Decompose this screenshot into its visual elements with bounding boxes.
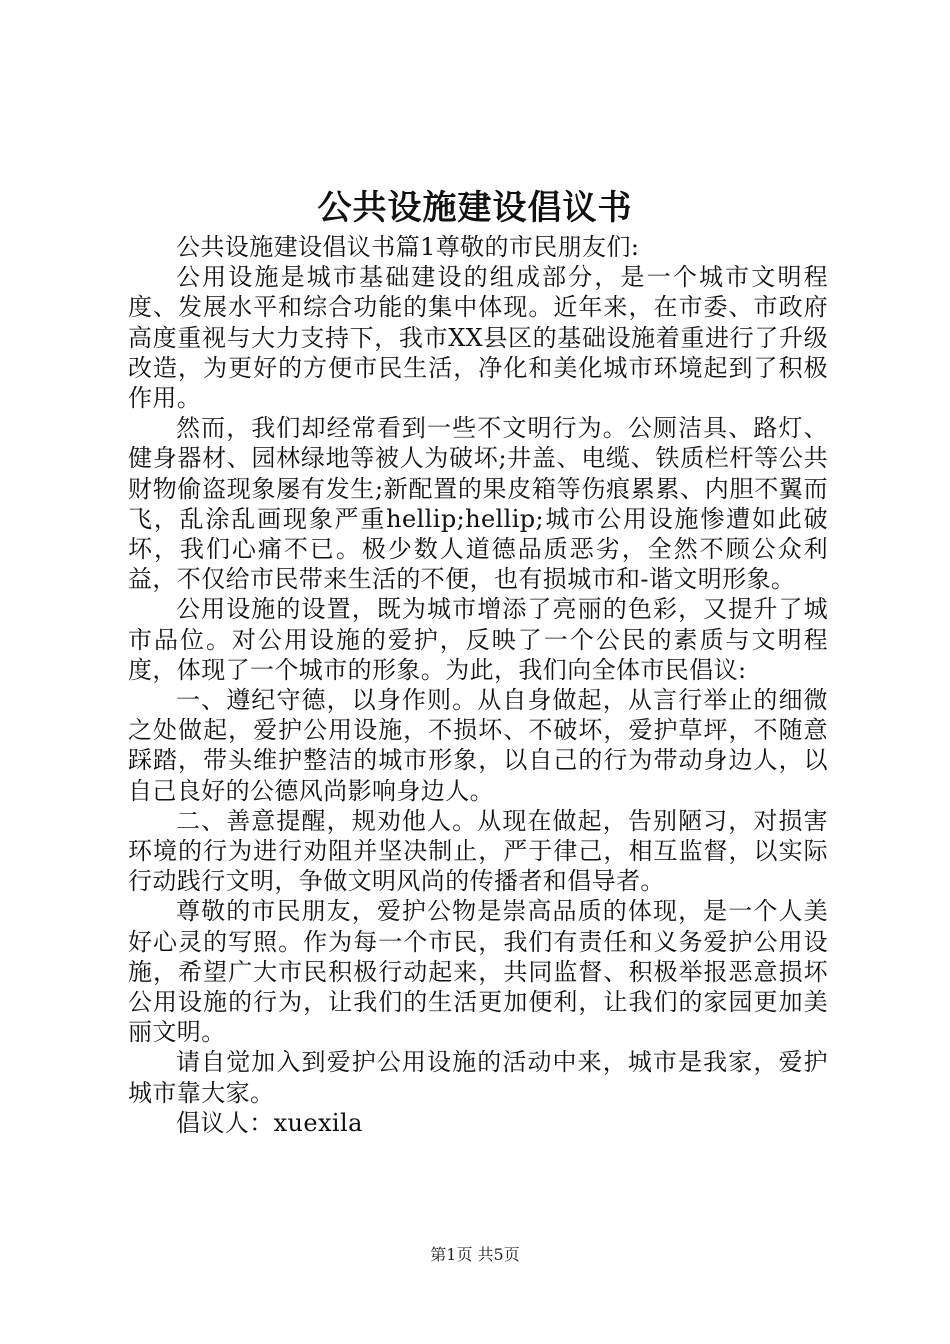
page-indicator: 第1页 共5页 [430,1245,520,1264]
paragraph-facility-value: 公用设施的设置，既为城市增添了亮丽的色彩，又提升了城市品位。对公用设施的爱护，反映了一个公民的素质与文明程度，体现了一个城市的形象。为此，我们向全体市民倡议: [128,595,828,684]
paragraph-appeal: 尊敬的市民朋友，爱护公物是崇高品质的体现，是一个人美好心灵的写照。作为每一个市民，我们有责任和义务爱护公用设施，希望广大市民积极行动起来，共同监督、积极举报恶意损坏公用设施的行为，让我们的生活更加便利，让我们的家园更加美丽文明。 [128,897,828,1047]
paragraph-call-to-action: 请自觉加入到爱护公用设施的活动中来，城市是我家，爱护城市靠大家。 [128,1048,828,1107]
document-body [128,232,828,1138]
paragraph-intro: 公共设施建设倡议书篇1尊敬的市民朋友们: [176,233,640,261]
paragraph-proposal-one: 一、遵纪守德，以身作则。从自身做起，从言行举止的细微之处做起，爱护公用设施，不损坏、不破坏，爱护草坪，不随意踩踏，带头维护整洁的城市形象，以自己的行为带动身边人，以自己良好的公德风尚影响身边人。 [128,686,828,805]
paragraph-public-facilities: 公用设施是城市基础建设的组成部分，是一个城市文明程度、发展水平和综合功能的集中体现。近年来，在市委、市政府高度重视与大力支持下，我市XX县区的基础设施着重进行了升级改造，为更好的方便市民生活，净化和美化城市环境起到了积极作用。 [128,263,828,413]
paragraph-proposal-two: 二、善意提醒，规劝他人。从现在做起，告别陋习，对损害环境的行为进行劝阻并坚决制止，严于律己，相互监督，以实际行动践行文明，争做文明风尚的传播者和倡导者。 [128,806,828,896]
document-title: 公共设施建设倡议书 [317,188,633,228]
paragraph-uncivilized-behavior: 然而，我们却经常看到一些不文明行为。公厕洁具、路灯、健身器材、园林绿地等被人为破坏;井盖、电缆、铁质栏杆等公共财物偷盗现象屡有发生;新配置的果皮箱等伤痕累累、内胆不翼而飞，乱涂乱画现象严重hellip;hellip;城市公用设施惨遭如此破坏，我们心痛不已。极少数人道德品质恶劣，全然不顾公众利益，不仅给市民带来生活的不便，也有损城市和-谐文明形象。 [128,414,828,594]
paragraph-signature: 倡议人：xuexila [176,1108,363,1137]
